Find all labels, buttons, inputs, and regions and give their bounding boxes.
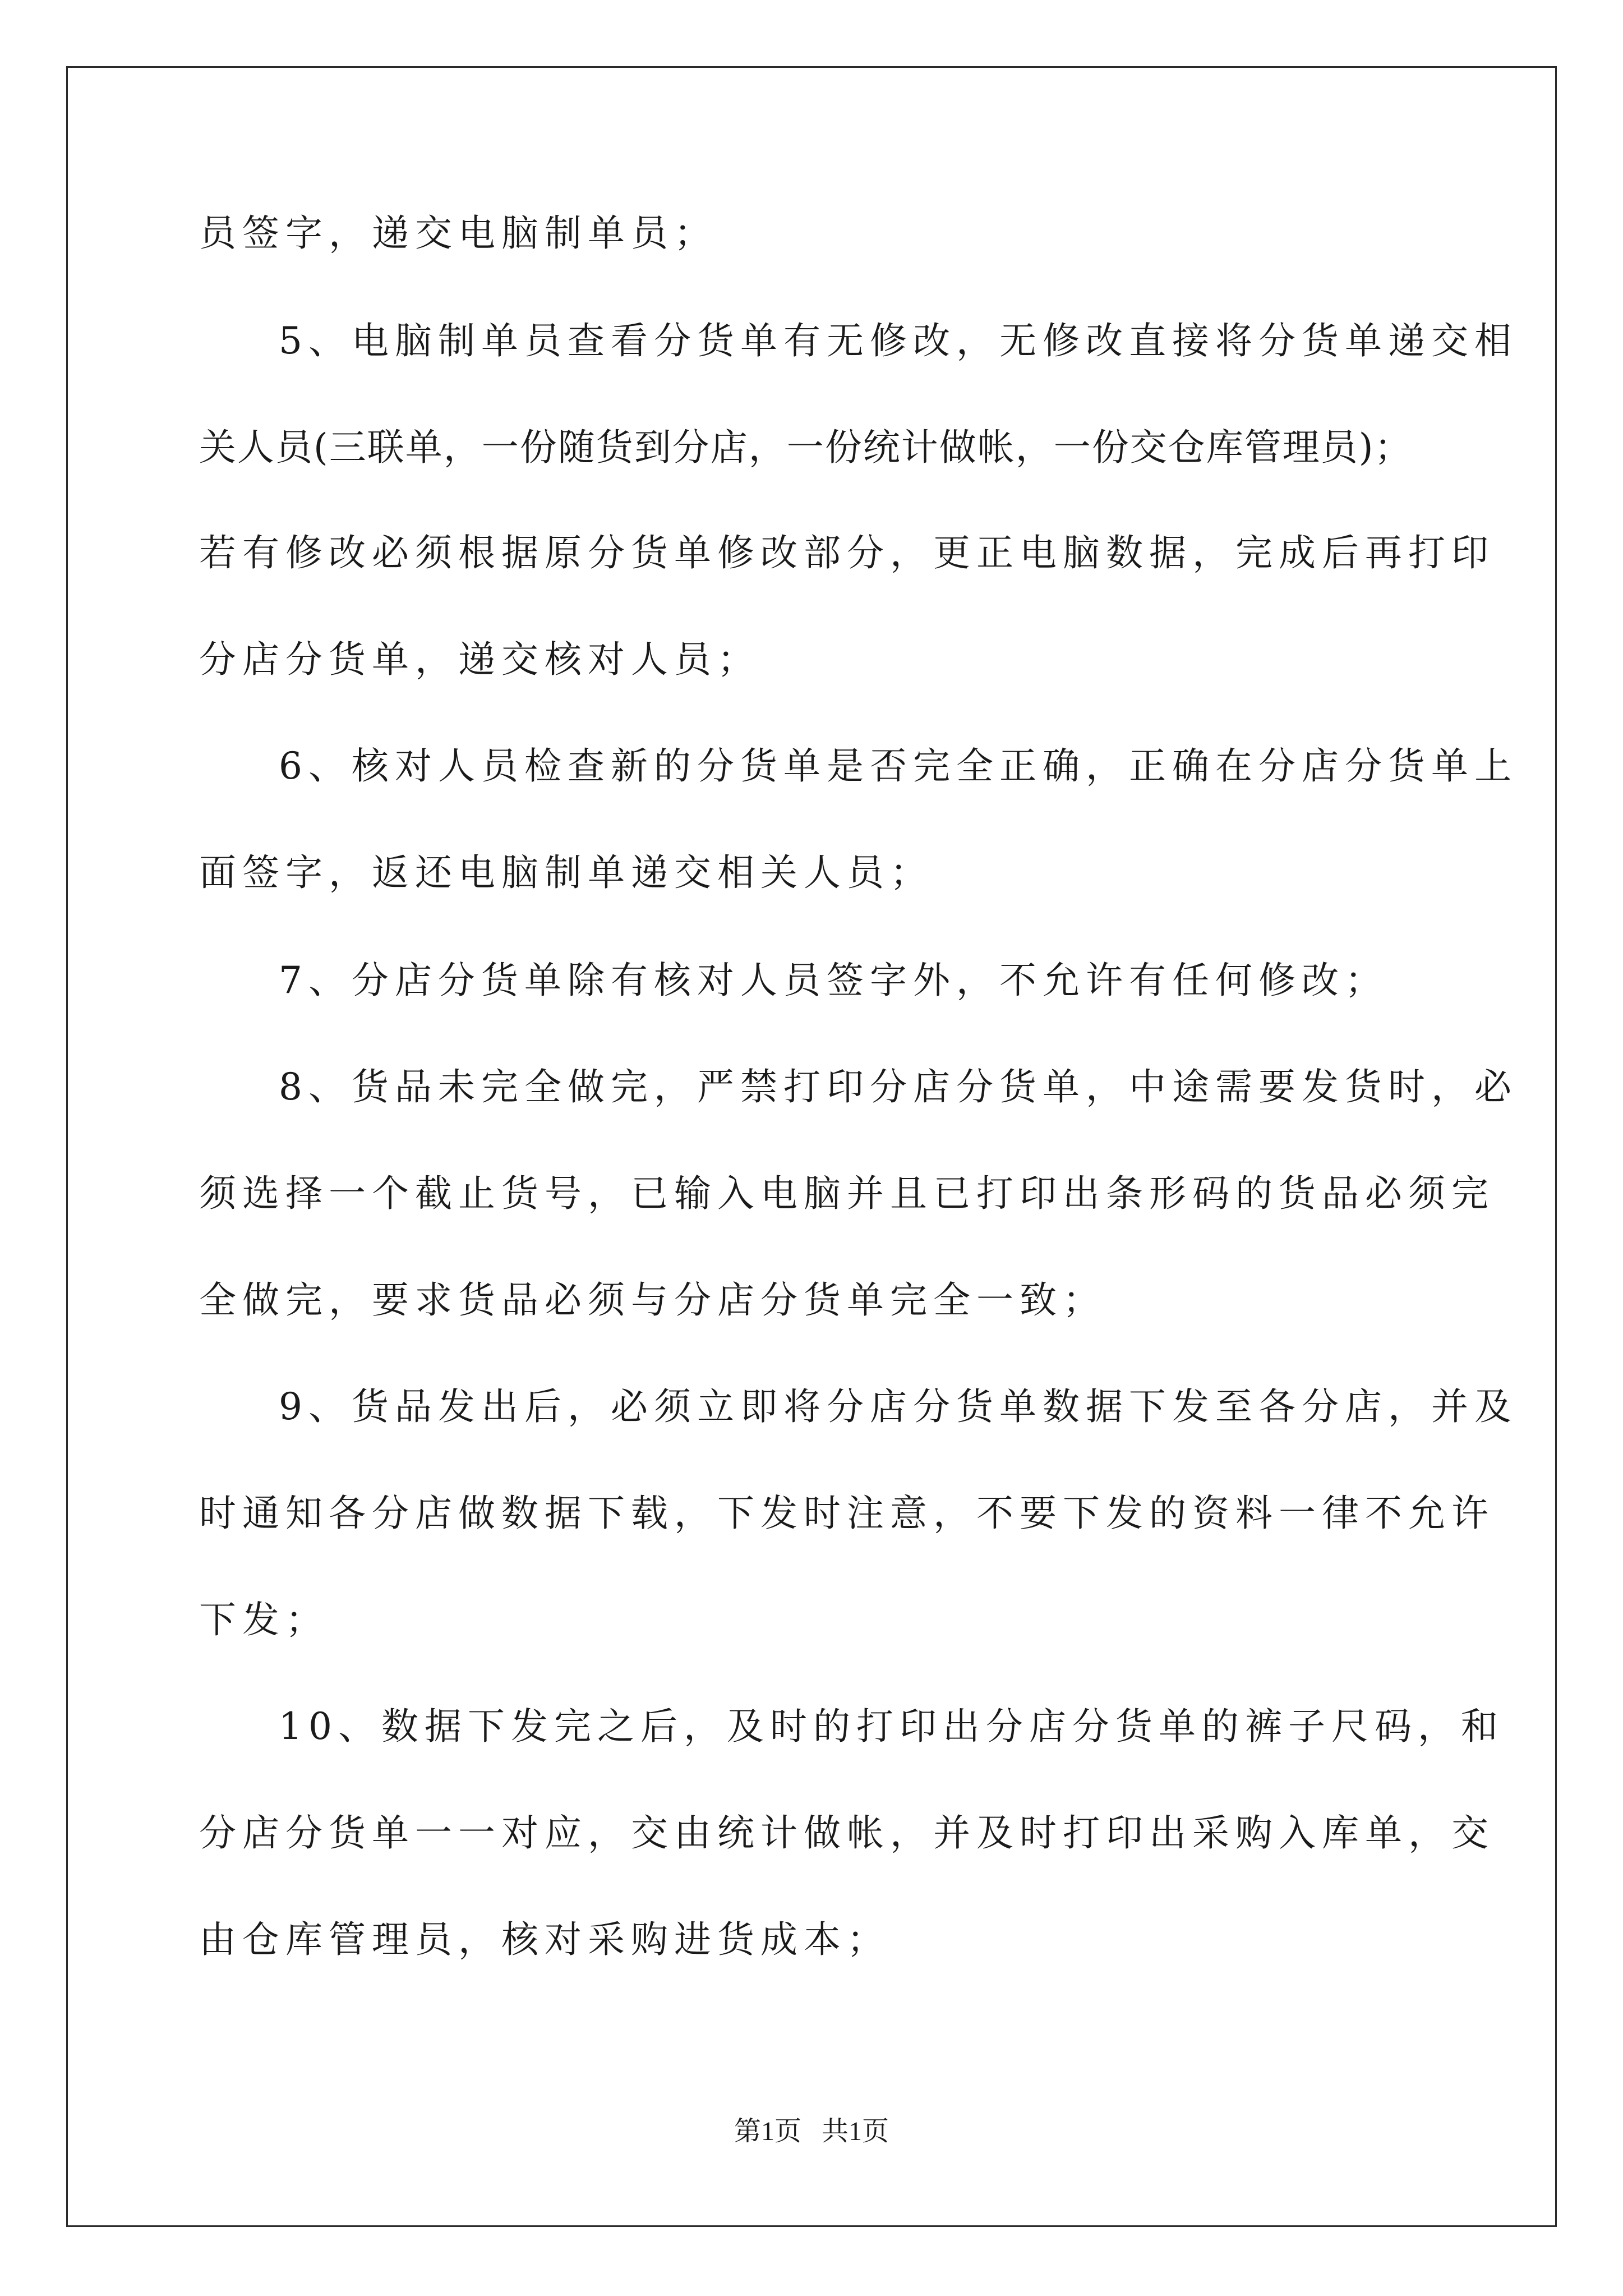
text-line-3: 关人员(三联单，一份随货到分店，一份统计做帐，一份交仓库管理员)；	[199, 426, 1413, 469]
text-line-4: 若有修改必须根据原分货单修改部分，更正电脑数据，完成后再打印	[199, 531, 1495, 574]
page-border	[66, 66, 1557, 2227]
text-line-7: 面签字，返还电脑制单递交相关人员；	[199, 851, 933, 894]
text-line-16: 分店分货单一一对应，交由统计做帐，并及时打印出采购入库单，交	[199, 1811, 1495, 1855]
text-line-6: 6、核对人员检查新的分货单是否完全正确，正确在分店分货单上	[279, 744, 1518, 788]
text-line-12: 9、货品发出后，必须立即将分店分货单数据下发至各分店，并及	[279, 1385, 1518, 1428]
text-line-8: 7、分店分货单除有核对人员签字外，不允许有任何修改；	[279, 959, 1388, 1002]
text-line-14: 下发；	[199, 1598, 329, 1641]
text-line-11: 全做完，要求货品必须与分店分货单完全一致；	[199, 1278, 1106, 1322]
text-line-9: 8、货品未完全做完，严禁打印分店分货单，中途需要发货时，必	[279, 1065, 1518, 1108]
text-line-13: 时通知各分店做数据下载，下发时注意，不要下发的资料一律不允许	[199, 1492, 1495, 1535]
text-line-2: 5、电脑制单员查看分货单有无修改，无修改直接将分货单递交相	[279, 319, 1518, 362]
text-line-5: 分店分货单，递交核对人员；	[199, 638, 760, 681]
text-line-1: 员签字，递交电脑制单员；	[199, 211, 717, 255]
text-line-15: 10、数据下发完之后，及时的打印出分店分货单的裤子尺码，和	[279, 1705, 1504, 1748]
text-line-17: 由仓库管理员，核对采购进货成本；	[199, 1918, 890, 1961]
text-line-10: 须选择一个截止货号，已输入电脑并且已打印出条形码的货品必须完	[199, 1172, 1495, 1215]
page-number-footer: 第1页 共1页	[734, 2116, 889, 2146]
